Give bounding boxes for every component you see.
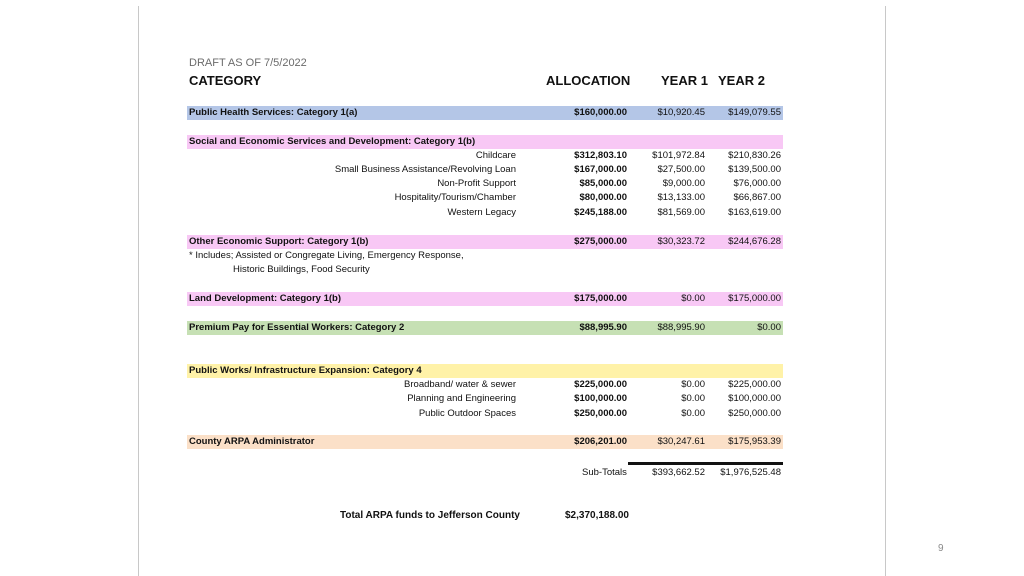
header-year1: YEAR 1 [661,73,708,88]
row-year1: $88,995.90 [657,322,705,333]
row-allocation: $88,995.90 [579,322,627,333]
row-year1: $0.00 [681,379,705,390]
row-year1: $0.00 [681,293,705,304]
total-value: $2,370,188.00 [565,510,629,521]
row-year1: $0.00 [681,408,705,419]
row-allocation: $206,201.00 [574,436,627,447]
row-year1: $9,000.00 [662,178,705,189]
slide-left-border [138,6,139,576]
table-row-other-economic [187,235,783,249]
row-allocation: $160,000.00 [574,107,627,118]
row-allocation: $275,000.00 [574,236,627,247]
row-year1: $30,247.61 [657,436,705,447]
row-allocation: $175,000.00 [574,293,627,304]
table-row-small-business [187,163,783,177]
header-allocation: ALLOCATION [546,73,631,88]
row-allocation: $100,000.00 [574,393,627,404]
table-row-premium-pay [187,321,783,335]
row-subcategory: Broadband/ water & sewer [404,379,516,390]
table-row-hospitality [187,191,783,205]
row-category: County ARPA Administrator [189,436,315,447]
draft-date-label: DRAFT AS OF 7/5/2022 [189,57,307,69]
row-year2: $210,830.26 [728,150,781,161]
row-category: Social and Economic Services and Development: Category 1(b) [189,136,476,147]
row-category: Public Works/ Infrastructure Expansion: Category 4 [189,365,422,376]
subtotals-label: Sub-Totals [582,467,627,478]
row-category: Other Economic Support: Category 1(b) [189,236,369,247]
row-allocation: $85,000.00 [579,178,627,189]
row-subcategory: Public Outdoor Spaces [418,408,516,419]
row-allocation: $250,000.00 [574,408,627,419]
row-category: Public Health Services: Category 1(a) [189,107,358,118]
note-line-2: Historic Buildings, Food Security [233,264,370,275]
row-year2: $175,953.39 [728,436,781,447]
header-category: CATEGORY [189,73,262,88]
table-row-western-legacy [187,206,783,220]
row-year2: $244,676.28 [728,236,781,247]
header-year2: YEAR 2 [718,73,765,88]
row-year1: $81,569.00 [657,207,705,218]
table-row-public-health [187,106,783,120]
row-year2: $149,079.55 [728,107,781,118]
row-year1: $10,920.45 [657,107,705,118]
row-year1: $0.00 [681,393,705,404]
subtotals-row [187,466,783,480]
row-year2: $100,000.00 [728,393,781,404]
table-row-social-economic [187,135,783,149]
row-year1: $30,323.72 [657,236,705,247]
subtotals-year1: $393,662.52 [652,467,705,478]
row-subcategory: Childcare [475,150,516,161]
row-year2: $250,000.00 [728,408,781,419]
row-year1: $27,500.00 [657,164,705,175]
table-row-arpa-administrator [187,435,783,449]
row-category: Land Development: Category 1(b) [189,293,342,304]
row-year1: $13,133.00 [657,192,705,203]
total-label: Total ARPA funds to Jefferson County [340,510,520,521]
table-row-public-works [187,364,783,378]
row-category: Premium Pay for Essential Workers: Category 2 [189,322,405,333]
row-subcategory: Hospitality/Tourism/Chamber [394,192,516,203]
table-row-planning [187,392,783,406]
row-year2: $76,000.00 [733,178,781,189]
subtotal-divider [628,462,783,465]
table-row-non-profit [187,177,783,191]
page-number: 9 [938,543,944,554]
note-line-1: * Includes; Assisted or Congregate Living, Emergency Response, [189,250,464,261]
table-row-broadband [187,378,783,392]
row-subcategory: Western Legacy [447,207,516,218]
row-year2: $225,000.00 [728,379,781,390]
table-row-land-development [187,292,783,306]
row-subcategory: Small Business Assistance/Revolving Loan [334,164,516,175]
row-year2: $66,867.00 [733,192,781,203]
row-year2: $175,000.00 [728,293,781,304]
slide-right-border [885,6,886,576]
row-subcategory: Non-Profit Support [437,178,516,189]
row-subcategory: Planning and Engineering [407,393,516,404]
row-year2: $163,619.00 [728,207,781,218]
subtotals-year2: $1,976,525.48 [720,467,781,478]
row-allocation: $225,000.00 [574,379,627,390]
row-allocation: $312,803.10 [574,150,627,161]
row-year1: $101,972.84 [652,150,705,161]
row-allocation: $245,188.00 [574,207,627,218]
table-row-outdoor-spaces [187,407,783,421]
row-allocation: $80,000.00 [579,192,627,203]
row-year2: $0.00 [757,322,781,333]
row-year2: $139,500.00 [728,164,781,175]
table-row-childcare [187,149,783,163]
row-allocation: $167,000.00 [574,164,627,175]
